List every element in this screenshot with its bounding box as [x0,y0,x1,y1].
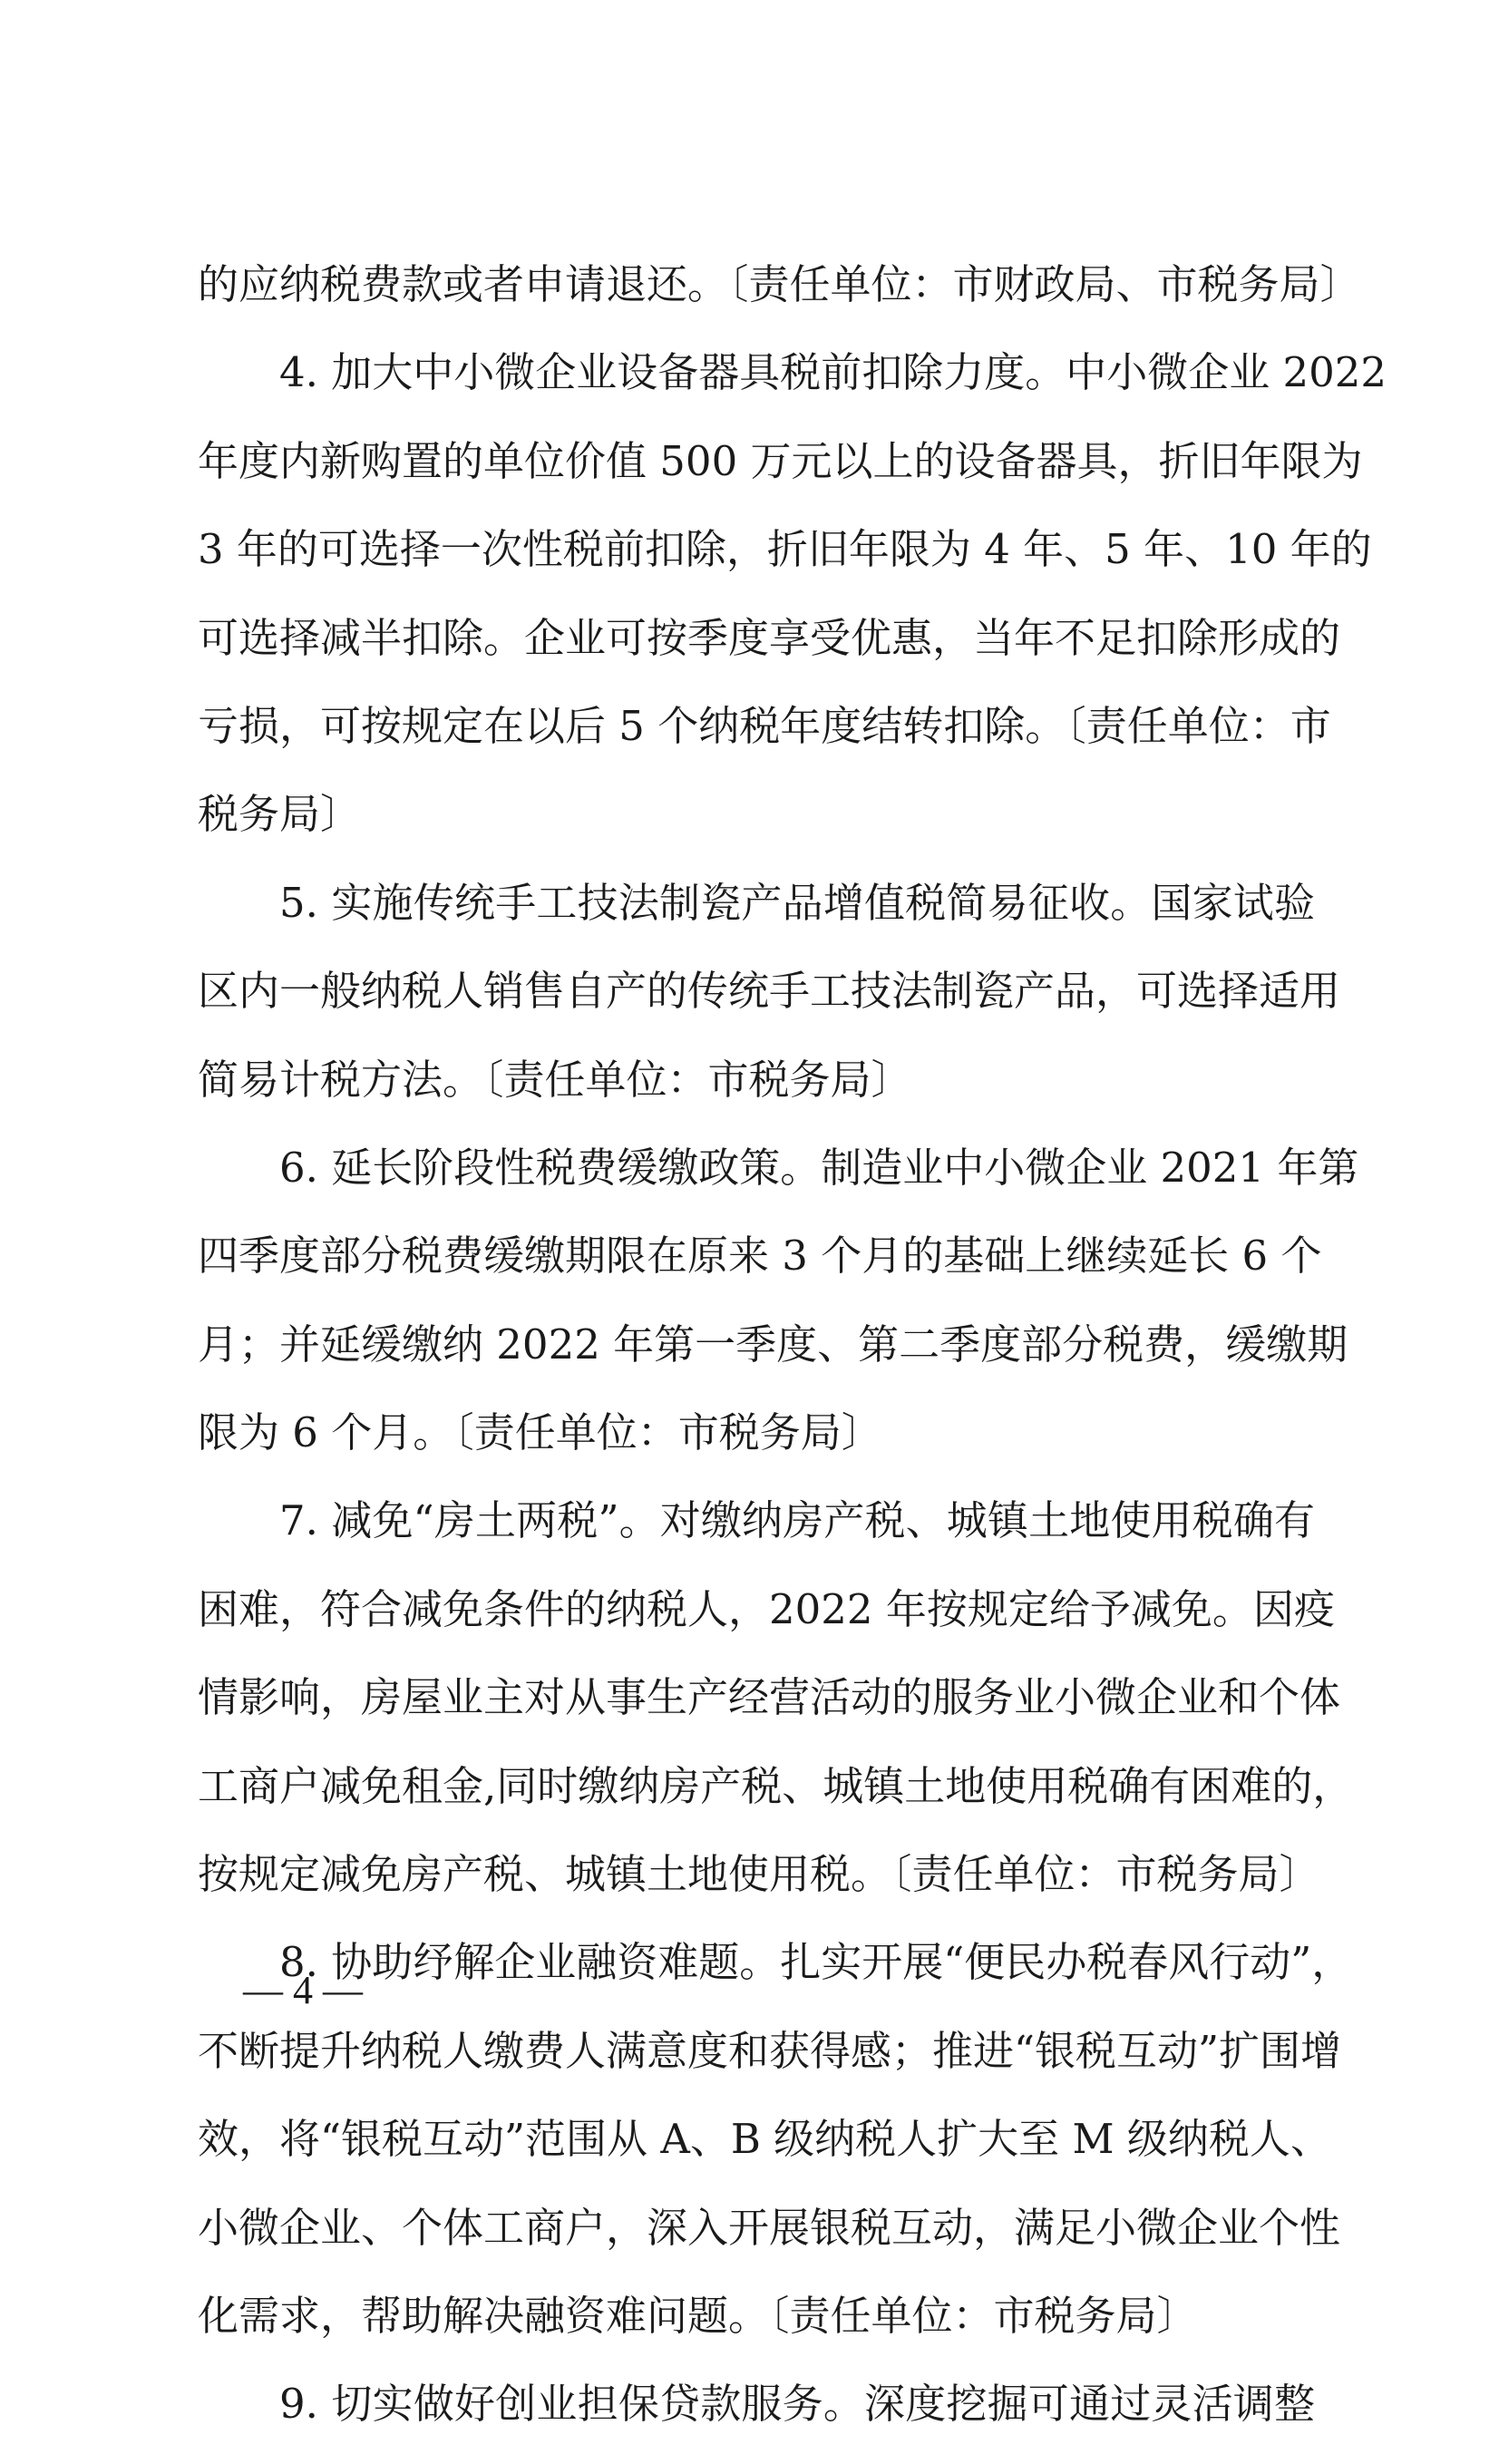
text-line: 7. 减免“房土两税”。对缴纳房产税、城镇土地使用税确有 [279,1496,1315,1545]
text-line: 可选择减半扣除。企业可按季度享受优惠，当年不足扣除形成的 [198,613,1341,662]
text-line: 不断提升纳税人缴费人满意度和获得感；推进“银税互动”扩围增 [198,2026,1342,2075]
text-line: 月；并延缓缴纳 2022 年第一季度、第二季度部分税费，缓缴期 [198,1320,1348,1368]
text-line: 按规定减免房产税、城镇土地使用税。〔责任单位：市税务局〕 [198,1850,1320,1899]
page-number: — 4 — [243,1968,363,2012]
text-line: 亏损，可按规定在以后 5 个纳税年度结转扣除。〔责任单位：市 [198,701,1331,750]
text-line: 小微企业、个体工商户，深入开展银税互动，满足小微企业个性 [198,2203,1341,2252]
text-line: 四季度部分税费缓缴期限在原来 3 个月的基础上继续延长 6 个 [198,1232,1322,1281]
text-line: 税务局〕 [198,790,362,839]
text-line: 效，将“银税互动”范围从 A、B 级纳税人扩大至 M 级纳税人、 [198,2115,1331,2164]
document-body [198,256,1387,2464]
text-line: 化需求，帮助解决融资难问题。〔责任单位：市税务局〕 [198,2291,1198,2340]
text-line: 5. 实施传统手工技法制瓷产品增值税简易征收。国家试验 [279,878,1315,927]
text-line: 的应纳税费款或者申请退还。〔责任单位：市财政局、市税务局〕 [198,260,1361,308]
text-line: 困难，符合减免条件的纳税人，2022 年按规定给予减免。因疫 [198,1584,1335,1633]
text-line: 年度内新购置的单位价值 500 万元以上的设备器具，折旧年限为 [198,436,1363,485]
text-line: 区内一般纳税人销售自产的传统手工技法制瓷产品，可选择适用 [198,967,1341,1016]
text-line: 3 年的可选择一次性税前扣除，折旧年限为 4 年、5 年、10 年的 [198,525,1372,574]
text-line: 简易计税方法。〔责任单位：市税务局〕 [198,1055,912,1104]
text-line: 8. 协助纾解企业融资难题。扎实开展“便民办税春风行动”， [279,1938,1353,1987]
text-line: 6. 延长阶段性税费缓缴政策。制造业中小微企业 2021 年第 [279,1143,1359,1192]
text-line: 工商户减免租金,同时缴纳房产税、城镇土地使用税确有困难的， [198,1761,1354,1810]
text-line: 9. 切实做好创业担保贷款服务。深度挖掘可通过灵活调整 [279,2380,1315,2429]
text-line: 限为 6 个月。〔责任单位：市税务局〕 [198,1408,882,1457]
text-line: 4. 加大中小微企业设备器具税前扣除力度。中小微企业 2022 [279,348,1387,397]
text-line: 情影响，房屋业主对从事生产经营活动的服务业小微企业和个体 [198,1673,1341,1722]
